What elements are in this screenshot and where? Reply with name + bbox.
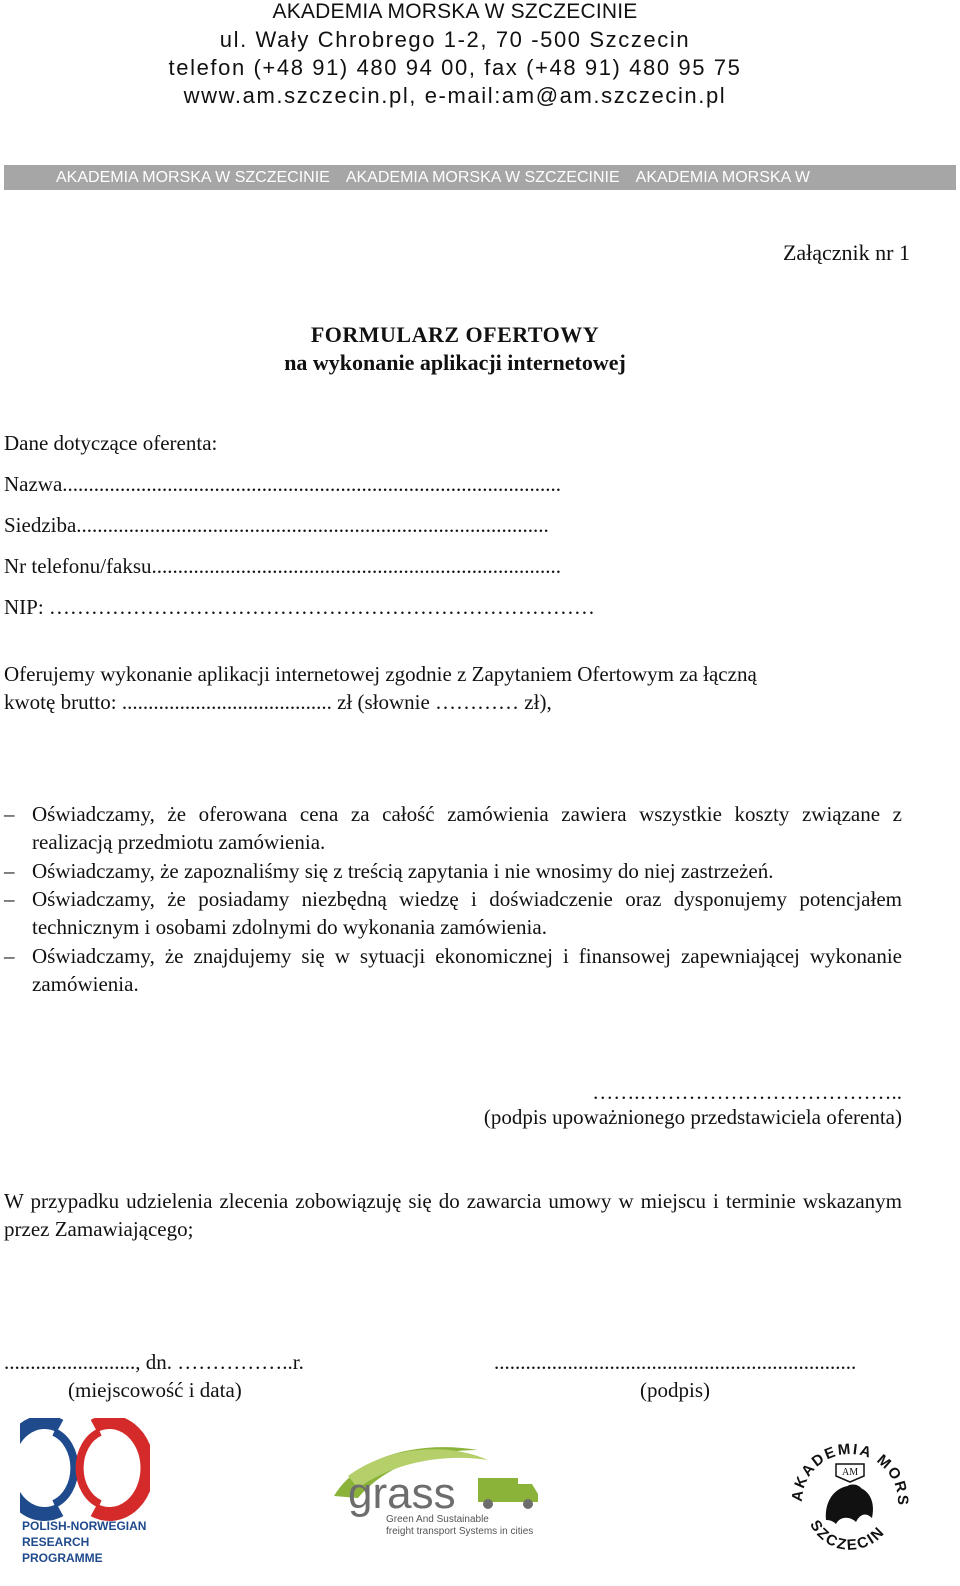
declaration-item bbox=[4, 942, 902, 998]
declaration-text: Oświadczamy, że znajdujemy się w sytuacji ekonomicznej i finansowej zapewniającej wykonanie zamówienia. bbox=[32, 944, 902, 996]
grass-tagline-2: freight transport Systems in cities bbox=[386, 1526, 534, 1537]
polish-norwegian-logo-icon bbox=[20, 1418, 150, 1568]
dash-bullet: – bbox=[4, 802, 15, 826]
name-field: Nazwa............................................................................................... bbox=[4, 472, 562, 496]
institution-phone-fax: telefon (+48 91) 480 94 00, fax (+48 91) 480 95 75 bbox=[168, 55, 742, 80]
band-text-3: AKADEMIA MORSKA W bbox=[635, 169, 810, 186]
academy-seal-icon bbox=[780, 1428, 920, 1568]
declaration-item bbox=[4, 857, 902, 885]
offer-line-2: kwotę brutto: ........................................ zł (słownie ………… zł), bbox=[4, 690, 552, 714]
seal-initials: AM bbox=[842, 1467, 859, 1478]
declaration-item bbox=[4, 800, 902, 856]
place-date-field: ........................., dn. ……………..r. bbox=[4, 1350, 304, 1374]
commitment-text: W przypadku udzielenia zlecenia zobowiązuję się do zawarcia umowy w miejscu i terminie wskazanym przez Zamawiającego; bbox=[4, 1189, 902, 1241]
grass-logo-icon bbox=[328, 1436, 558, 1546]
declaration-text: Oświadczamy, że zapoznaliśmy się z treścią zapytania i nie wnosimy do niej zastrzeżeń. bbox=[32, 859, 774, 883]
signature-label: (podpis upoważnionego przedstawiciela oferenta) bbox=[483, 1105, 902, 1129]
attachment-number: Załącznik nr 1 bbox=[782, 240, 910, 265]
seat-field: Siedziba.......................................................................................... bbox=[4, 513, 549, 537]
seal-bottom-text: SZCZECIN bbox=[806, 1517, 889, 1554]
dash-bullet: – bbox=[4, 859, 15, 883]
header-band bbox=[4, 165, 956, 190]
polish-norwegian-logo bbox=[20, 1418, 150, 1568]
signature-line: …….……………………………….. bbox=[592, 1080, 902, 1104]
band-text-2: AKADEMIA MORSKA W SZCZECINIE bbox=[345, 169, 620, 186]
bidder-heading: Dane dotyczące oferenta: bbox=[4, 431, 218, 455]
institution-address: ul. Wały Chrobrego 1-2, 70 -500 Szczecin bbox=[219, 27, 691, 52]
logo-text-line: RESEARCH bbox=[22, 1535, 90, 1549]
declaration-item bbox=[4, 885, 902, 941]
seal-top-text: AKADEMIA MORS bbox=[788, 1440, 912, 1508]
declaration-text: Oświadczamy, że oferowana cena za całość zamówienia zawiera wszystkie koszty związane z realizacją przedmiotu zamówienia. bbox=[32, 802, 902, 854]
phone-fax-field: Nr telefonu/faksu.............................................................................. bbox=[4, 554, 562, 578]
sign-label: (podpis) bbox=[640, 1378, 710, 1402]
dash-bullet: – bbox=[4, 944, 15, 968]
band-text-1: AKADEMIA MORSKA W SZCZECINIE bbox=[56, 169, 330, 186]
grass-logo bbox=[328, 1436, 558, 1546]
sign-field: ..................................................................... bbox=[494, 1350, 857, 1374]
place-date-label: (miejscowość i data) bbox=[68, 1378, 242, 1402]
logo-text-line: POLISH-NORWEGIAN bbox=[22, 1519, 147, 1533]
form-subtitle: na wykonanie aplikacji internetowej bbox=[284, 350, 626, 375]
offer-line-1: Oferujemy wykonanie aplikacji internetowej zgodnie z Zapytaniem Ofertowym za łączną bbox=[4, 662, 757, 686]
institution-web-email: www.am.szczecin.pl, e-mail:am@am.szczecin.pl bbox=[183, 83, 727, 108]
grass-wordmark: grass bbox=[348, 1469, 456, 1518]
grass-tagline-1: Green And Sustainable bbox=[386, 1514, 489, 1525]
nip-field: NIP: …………………………………………………………………… bbox=[4, 595, 595, 619]
logo-text-line: PROGRAMME bbox=[22, 1551, 103, 1565]
svg-text:SZCZECIN bbox=[806, 1517, 888, 1554]
institution-name: AKADEMIA MORSKA W SZCZECINIE bbox=[272, 0, 638, 23]
academy-seal-logo bbox=[780, 1428, 920, 1568]
dash-bullet: – bbox=[4, 887, 15, 911]
declaration-text: Oświadczamy, że posiadamy niezbędną wiedzę i doświadczenie oraz dysponujemy potencjałem technicznym i osobami zdolnymi do wykonania zamówienia. bbox=[32, 887, 902, 939]
form-title: FORMULARZ OFERTOWY bbox=[310, 322, 600, 347]
